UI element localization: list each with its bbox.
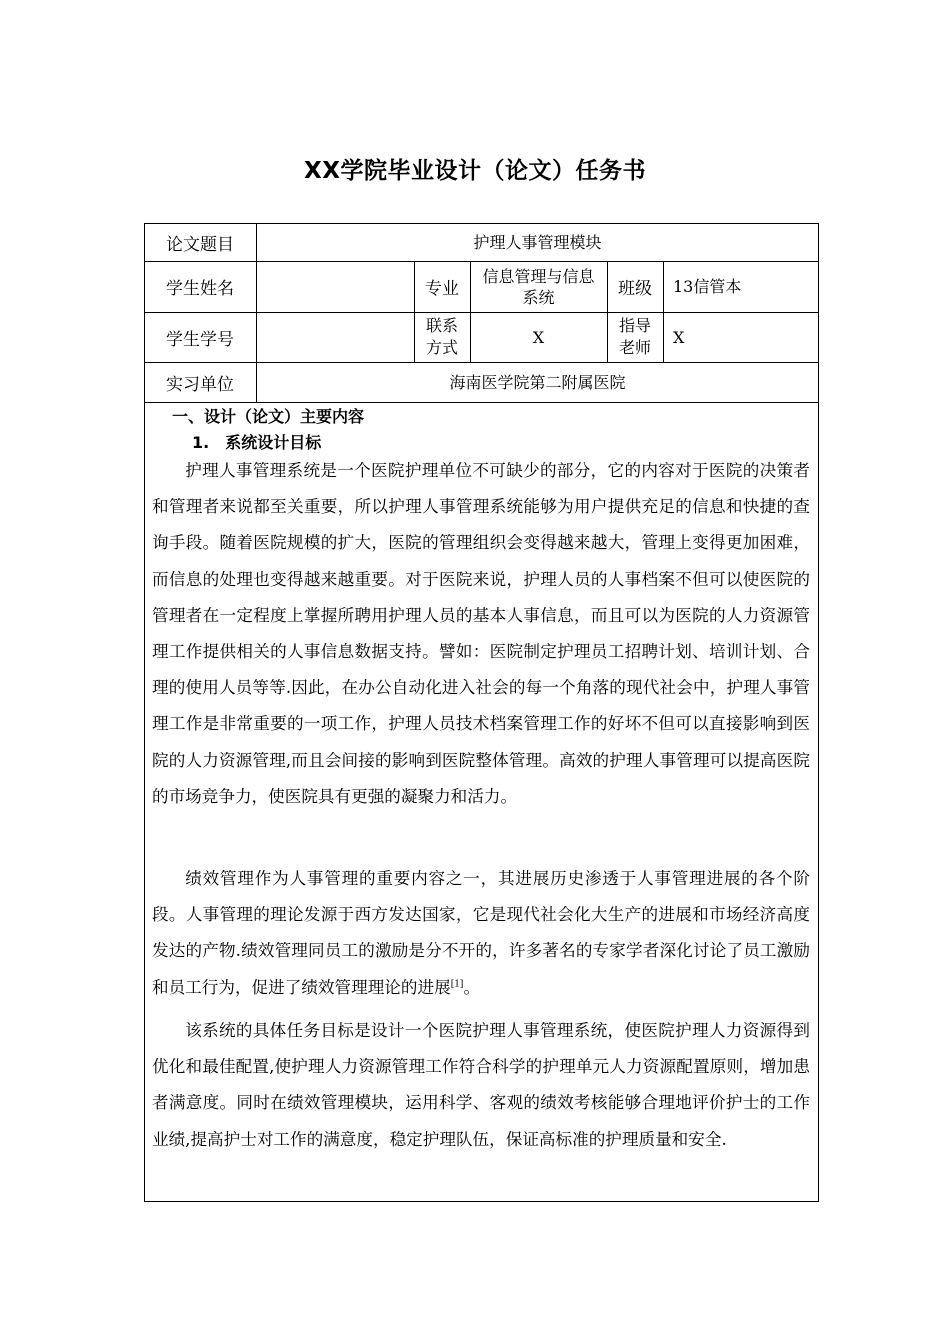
major-label: 专业 xyxy=(425,279,459,299)
major-value: 信息管理与信息系统 xyxy=(482,266,595,307)
contact-value: X xyxy=(532,327,545,347)
student-id-label: 学生学号 xyxy=(166,329,234,350)
section-heading: 一、设计（论文）主要内容 xyxy=(172,407,365,426)
contact-label: 联系方式 xyxy=(425,316,458,357)
paragraph-2-text: 绩效管理作为人事管理的重要内容之一，其进展历史渗透于人事管理进展的各个阶段。人事管理的理论发源于西方发达国家，它是现代社会化大生产的进展和市场经济高度发达的产物.绩效管理同员工的激励是分不开的，许多著名的专家学者深化讨论了员工激励和员工行为，促进了绩效管理理论的进展 xyxy=(152,869,810,997)
class-value: 13信管本 xyxy=(673,277,742,296)
paragraph-2 xyxy=(152,861,810,1006)
name-label: 学生姓名 xyxy=(166,279,234,299)
topic-label: 论文题目 xyxy=(166,234,234,255)
topic-value: 护理人事管理模块 xyxy=(473,232,602,252)
student-id-value xyxy=(256,312,414,362)
name-value xyxy=(256,261,414,312)
advisor-label: 指导老师 xyxy=(618,316,651,357)
table-divider xyxy=(144,402,819,403)
document-title: XX学院毕业设计（论文）任务书 xyxy=(304,158,646,184)
internship-unit-label: 实习单位 xyxy=(166,374,234,395)
subsection-heading: 1. 系统设计目标 xyxy=(192,433,322,452)
internship-unit-value: 海南医学院第二附属医院 xyxy=(449,372,626,392)
paragraph-2-end: 。 xyxy=(463,977,481,997)
paragraph-1: 护理人事管理系统是一个医院护理单位不可缺少的部分，它的内容对于医院的决策者和管理者来说都至关重要，所以护理人事管理系统能够为用户提供充足的信息和快捷的查询手段。随着医院规模的扩大，医院的管理组织会变得越来越大，管理上变得更加困难，而信息的处理也变得越来越重要。对于医院来说，护理人员的人事档案不但可以使医院的管理者在一定程度上掌握所聘用护理人员的基本人事信息，而且可以为医院的人力资源管理工作提供相关的人事信息数据支持。譬如：医院制定护理员工招聘计划、培训计划、合理的使用人员等等.因此，在办公自动化进入社会的每一个角落的现代社会中，护理人事管理工作是非常重要的一项工作，护理人员技术档案管理工作的好坏不但可以直接影响到医院的人力资源管理,而且会间接的影响到医院整体管理。高效的护理人事管理可以提高医院的市场竞争力，使医院具有更强的凝聚力和活力。 xyxy=(152,461,810,806)
class-label: 班级 xyxy=(618,279,652,299)
paragraph-3: 该系统的具体任务目标是设计一个医院护理人事管理系统，使医院护理人力资源得到优化和最佳配置,使护理人力资源管理工作符合科学的护理单元人力资源配置原则，增加患者满意度。同时在绩效管理模块，运用科学、客观的绩效考核能够合理地评价护士的工作业绩,提高护士对工作的满意度，稳定护理队伍，保证高标准的护理质量和安全. xyxy=(152,1021,810,1149)
citation-ref: [1] xyxy=(450,979,464,990)
advisor-value: X xyxy=(673,327,685,347)
